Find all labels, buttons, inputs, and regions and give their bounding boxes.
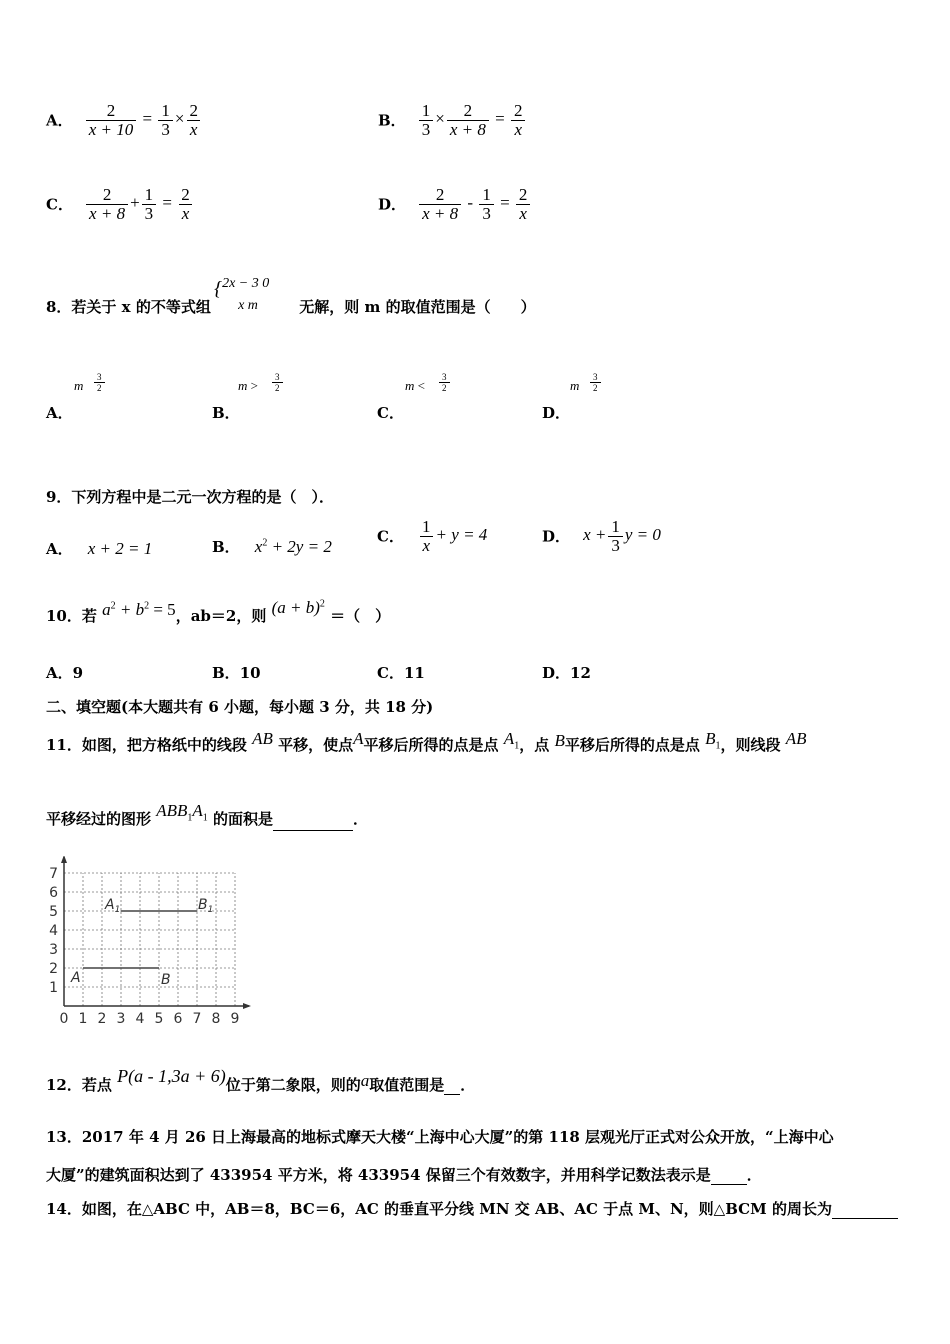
axes bbox=[61, 856, 251, 1009]
q11-line2: 平移经过的图形 $ABB_1A_1$ 的面积是 ． bbox=[46, 808, 368, 831]
q12-stem: 12．若点 P(a - 1,3a + 6)位于第二象限，则的a取值范围是 ． bbox=[46, 1066, 476, 1094]
y-tick-label: 6 bbox=[49, 885, 58, 901]
tick-labels bbox=[49, 866, 239, 1027]
q10-stem: 10．若 $a^2 + b^2 = 5$，ab＝2，则 $(a + b)^2$ ＝（ ） bbox=[46, 598, 391, 625]
q10-option-d: D．12 bbox=[542, 664, 591, 682]
label-b1: $B_1$ bbox=[198, 897, 214, 915]
x-tick-label: 7 bbox=[192, 1011, 202, 1027]
q14-stem: 14．如图，在△ABC 中，AB＝8，BC＝6，AC 的垂直平分线 MN 交 AB、AC 于点 M、N，则△BCM 的周长为 bbox=[46, 1198, 898, 1219]
y-tick-label: 4 bbox=[49, 923, 58, 939]
q8-system: { 2x − 3 0 x m bbox=[214, 276, 270, 313]
section-heading: 二、填空题(本大题共有 6 小题，每小题 3 分，共 18 分) bbox=[46, 698, 434, 716]
x-tick-label: 4 bbox=[135, 1011, 145, 1027]
label-a: A bbox=[71, 970, 81, 986]
q7-option-c: C． $\frac{2}{x + 8}$ + $\frac{1}{3}$ = $\frac{2}{x}$ bbox=[46, 186, 195, 223]
q7-c-expression: $\frac{2}{x + 8}$ + $\frac{1}{3}$ = $\frac{2}{x}$ bbox=[84, 193, 195, 212]
x-tick-label: 9 bbox=[230, 1011, 240, 1027]
q7-d-expression: $\frac{2}{x + 8}$ - $\frac{1}{3}$ = $\frac{2}{x}$ bbox=[417, 193, 532, 212]
q11-answer-blank[interactable] bbox=[273, 816, 353, 831]
y-tick-label: 5 bbox=[49, 904, 58, 920]
x-tick-label: 8 bbox=[211, 1011, 221, 1027]
x-tick-label: 0 bbox=[59, 1011, 69, 1027]
grid-lines bbox=[64, 873, 235, 1006]
x-tick-label: 1 bbox=[78, 1011, 88, 1027]
q8-options: m $\frac{3}{2}$ A． m > $\frac{3}{2}$ B． m < $\frac{3}{2}$ C． m $\frac{3}{2}$ D． bbox=[46, 370, 666, 422]
q13-answer-blank[interactable] bbox=[711, 1170, 747, 1185]
q9-stem: 9．下列方程中是二元一次方程的是（ ）． bbox=[46, 488, 334, 506]
q13-line2: 大厦”的建筑面积达到了 433954 平方米，将 433954 保留三个有效数字，并用科学记数法表示是 ． bbox=[46, 1166, 762, 1184]
x-axis-arrow bbox=[243, 1003, 251, 1009]
grid-figure bbox=[44, 856, 258, 1032]
q9-option-a: A． x + 2 = 1 bbox=[46, 539, 153, 558]
label-a1: $A_1$ bbox=[105, 897, 121, 915]
q9-option-d: D． x + $\frac{1}{3}$ y = 0 bbox=[542, 517, 661, 555]
q7-option-b: B． $\frac{1}{3}$ × $\frac{2}{x + 8}$ = $\frac{2}{x}$ bbox=[378, 102, 528, 139]
x-tick-label: 5 bbox=[154, 1011, 164, 1027]
x-tick-label: 2 bbox=[97, 1011, 107, 1027]
q11-line1: 11．如图，把方格纸中的线段 AB 平移，使点A平移后所得的点是点 $A_1$，点 B平移后所得的点是点 $B_1$，则线段 AB bbox=[46, 729, 807, 754]
q7-a-expression: $\frac{2}{x + 10}$ = $\frac{1}{3}$ × $\frac{2}{x}$ bbox=[84, 109, 203, 128]
q9-options bbox=[46, 516, 686, 566]
label-b: B bbox=[161, 972, 171, 988]
q9-option-c: C． $\frac{1}{x}$ + y = 4 bbox=[377, 517, 488, 555]
q7-option-a: A． $\frac{2}{x + 10}$ = $\frac{1}{3}$ × $\frac{2}{x}$ bbox=[46, 102, 203, 139]
q7-b-expression: $\frac{1}{3}$ × $\frac{2}{x + 8}$ = $\frac{2}{x}$ bbox=[417, 109, 528, 128]
x-tick-label: 6 bbox=[173, 1011, 183, 1027]
q12-answer-blank[interactable] bbox=[444, 1080, 460, 1095]
x-tick-label: 3 bbox=[116, 1011, 126, 1027]
y-tick-label: 7 bbox=[49, 866, 58, 882]
q10-option-a: A．9 bbox=[46, 664, 84, 682]
q9-option-b: B． $x^2 + 2y = 2$ bbox=[212, 537, 332, 556]
y-tick-label: 2 bbox=[49, 961, 58, 977]
q8-stem: 8．若关于 x 的不等式组 { 2x − 3 0 x m 无解，则 m 的取值范围是（ ） bbox=[46, 276, 536, 316]
q7-option-d: D． $\frac{2}{x + 8}$ - $\frac{1}{3}$ = $\frac{2}{x}$ bbox=[378, 186, 532, 223]
q10-option-b: B．10 bbox=[212, 664, 261, 682]
y-tick-label: 1 bbox=[49, 980, 58, 996]
q10-option-c: C．11 bbox=[377, 664, 425, 682]
segments bbox=[83, 911, 197, 968]
y-axis-arrow bbox=[61, 856, 67, 863]
q13-line1: 13．2017 年 4 月 26 日上海最高的地标式摩天大楼“上海中心大厦”的第 118 层观光厅正式对公众开放，“上海中心 bbox=[46, 1128, 834, 1146]
q14-answer-blank[interactable] bbox=[832, 1204, 898, 1219]
y-tick-label: 3 bbox=[49, 942, 58, 958]
